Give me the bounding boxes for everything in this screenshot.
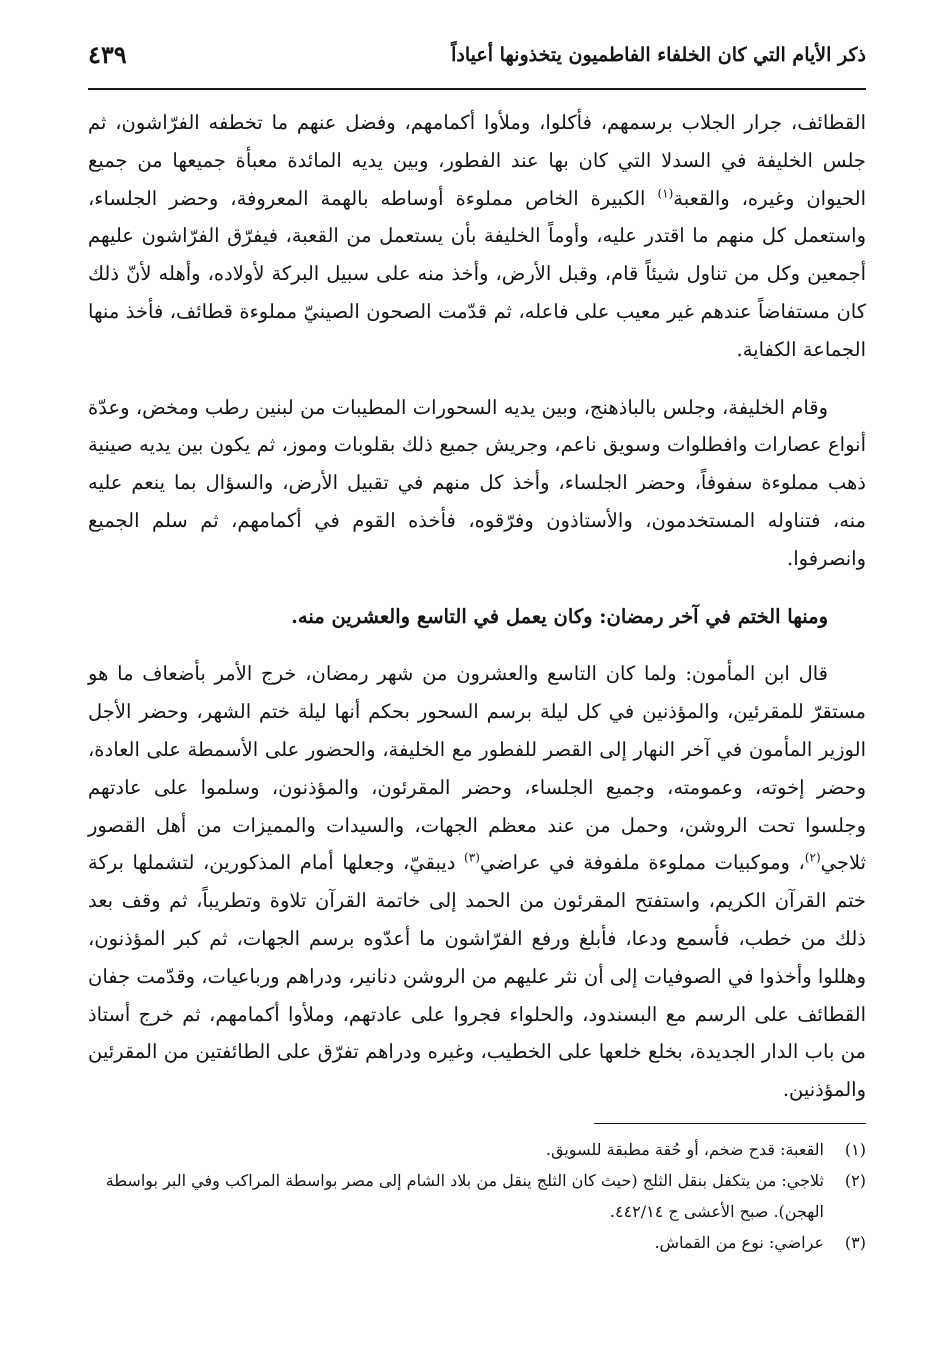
- footnote-separator: [594, 1123, 866, 1124]
- footnote-2-text: ثلاجي: من يتكفل بنقل الثلج (حيث كان الثلج ينقل من بلاد الشام إلى مصر بواسطة المراكب وفي البر بواسطة الهجن). صبح الأعشى ج ٤٤٢/١٤.: [105, 1170, 824, 1221]
- page-number: ٤٣٩: [88, 40, 127, 69]
- main-text: [88, 104, 866, 1109]
- page-header: [88, 38, 866, 90]
- footnote-1-number: (١): [844, 1139, 866, 1159]
- footnote-1: [88, 1134, 866, 1165]
- paragraph-4-text-c: ديبقيّ، وجعلها أمام المذكورين، لتشملها بركة ختم القرآن الكريم، واستفتح المقرئون من الحمد إلى خاتمة القرآن تلاوة وتطريباً، ثم وقف بعد ذلك من خطب، فأسمع ودعا، فأبلغ ورفع الفرّاشون ما أعدّوه برسم الجهات، ثم كبر المؤذنون، وهللوا وأخذوا في الصوفيات إلى أن نثر عليهم من الروشن دنانير، ودراهم ورباعيات، وقدّمت جفان القطائف على الرسم مع البسندود، والحلواء فجروا على عادتهم، وملأوا أكمامهم، ثم خرج أستاذ من باب الدار الجديدة، بخلع خلعها على الخطيب، وغيره ودراهم تفرّق على الطائفتين من المقرئين والمؤذنين.: [88, 851, 866, 1102]
- paragraph-4-text-a: قال ابن المأمون: ولما كان التاسع والعشرون من شهر رمضان، خرج الأمر بأضعاف ما هو مستقرّ للمقرئين، والمؤذنين في كل ليلة برسم السحور بحكم أنها ليلة ختم الشهر، وحضر الأجل الوزير المأمون في آخر النهار إلى القصر للفطور مع الخليفة، والحضور على الأسمطة على العادة، وحضر إخوته، وعمومته، وجميع الجلساء، وحضر المقرئون، والمؤذنون، وسلموا على عادتهم وجلسوا تحت الروشن، وحمل من عند معظم الجهات، والسيدات والمميزات من أهل القصور ثلاجي: [88, 662, 867, 875]
- footnotes: [88, 1134, 866, 1258]
- footnote-2-number: (٢): [844, 1170, 866, 1190]
- paragraph-1-text-b: الكبيرة الخاص مملوءة أوساطه بالهمة المعروفة، وحضر الجلساء، واستعمل كل منهم ما اقتدر عليه، وأوماً الخليفة بأن يستعمل من القعبة، فيفرّق الفرّاشون عليهم أجمعين وكل من تناول شيئاً قام، وقبل الأرض، وأخذ منه على سبيل البركة لأولاده، وأهله لأنّ ذلك كان مستفاضاً عندهم غير معيب على فاعله، ثم قدّمت الصحون الصينيّ مملوءة قطائف، فأخذ منها الجماعة الكفاية.: [88, 186, 866, 361]
- footnote-2: [88, 1165, 866, 1227]
- footnote-ref-3: (٣): [464, 850, 480, 865]
- paragraph-4: [88, 655, 866, 1109]
- footnote-ref-2: (٢): [804, 850, 821, 865]
- footnote-ref-1: (١): [657, 186, 674, 201]
- paragraph-4-text-b: ، وموكبيات مملوءة ملفوفة في عراضي: [479, 851, 805, 875]
- book-page: [88, 38, 866, 1338]
- paragraph-2: وقام الخليفة، وجلس بالباذهنج، وبين يديه السحورات المطيبات من لبنين رطب ومخض، وعدّة أنواع عصارات وافطلوات وسويق ناعم، وجريش جميع ذلك بقلوبات وموز، ثم يكون بين يديه صينية ذهب مملوءة سفوفاً، وحضر الجلساء، وأخذ كل منهم في تقبيل الأرض، والسؤال بما ينعم عليه منه، فتناوله المستخدمون، والأستاذون وفرّقوه، فأخذه القوم في أكمامهم، ثم سلم الجميع وانصرفوا.: [88, 395, 866, 570]
- footnote-3-text: عراضي: نوع من القماش.: [654, 1232, 824, 1252]
- footnote-3: [88, 1227, 866, 1258]
- section-heading-khatm: ومنها الختم في آخر رمضان: وكان يعمل في التاسع والعشرين منه.: [291, 604, 828, 628]
- footnote-3-number: (٣): [844, 1232, 866, 1252]
- paragraph-1-text-a: القطائف، جرار الجلاب برسمهم، فأكلوا، وملأوا أكمامهم، وفضل عنهم ما تخطفه الفرّاشون، ثم جلس الخليفة في السدلا التي كان بها عند الفطور، وبين يديه المائدة معبأة جميعها من جميع الحيوان وغيره، والقعبة: [88, 111, 866, 210]
- footnote-1-text: القعبة: قدح ضخم، أو حُقة مطبقة للسويق.: [545, 1139, 824, 1159]
- paragraph-1: [88, 104, 866, 369]
- running-title: ذكر الأيام التي كان الخلفاء الفاطميون يتخذونها أعياداً: [451, 44, 866, 66]
